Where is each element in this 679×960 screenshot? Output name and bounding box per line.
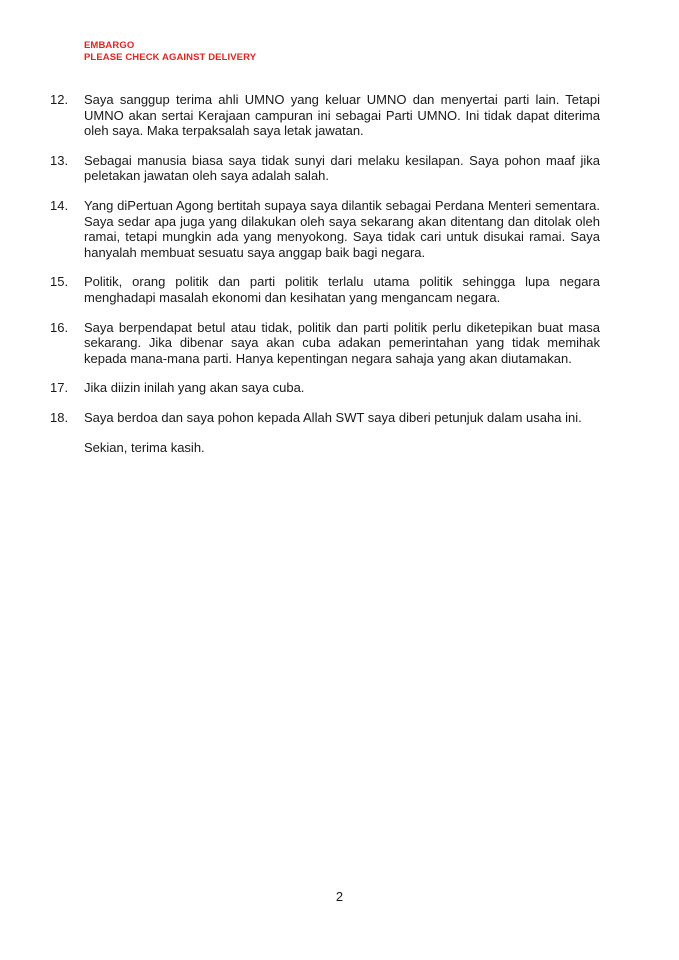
paragraph-17 — [50, 380, 600, 396]
paragraph-13 — [50, 153, 600, 184]
delivery-notice: PLEASE CHECK AGAINST DELIVERY — [84, 52, 257, 63]
paragraph-16 — [50, 320, 600, 367]
paragraph-12 — [50, 92, 600, 139]
closing-remark: Sekian, terima kasih. — [84, 439, 205, 455]
paragraph-text: Saya sanggup terima ahli UMNO yang keluar UMNO dan menyertai parti lain. Tetapi UMNO akan sertai Kerajaan campuran ini sebagai Parti UMNO. Ini tidak dapat diterima oleh saya. Maka terpaksalah saya letak jawatan. — [84, 92, 600, 139]
paragraph-15 — [50, 274, 600, 305]
paragraph-number: 16. — [50, 319, 69, 335]
page-number: 2 — [335, 889, 344, 904]
paragraph-number: 18. — [50, 409, 69, 425]
paragraph-number: 13. — [50, 152, 69, 168]
paragraph-text: Saya berdoa dan saya pohon kepada Allah SWT saya diberi petunjuk dalam usaha ini. — [84, 409, 582, 425]
paragraph-text: Saya berpendapat betul atau tidak, politik dan parti politik perlu diketepikan buat masa sekarang. Jika dibenar saya akan cuba adakan pemerintahan yang tidak memihak kepada mana-mana parti. Hanya kepentingan negara sahaja yang akan diutamakan. — [84, 319, 600, 366]
speech-body — [50, 92, 600, 455]
paragraph-text: Jika diizin inilah yang akan saya cuba. — [84, 380, 305, 396]
paragraph-number: 12. — [50, 92, 69, 107]
paragraph-number: 15. — [50, 274, 69, 290]
embargo-header — [84, 40, 256, 64]
paragraph-number: 17. — [50, 380, 69, 396]
embargo-label: EMBARGO — [84, 40, 135, 51]
paragraph-number: 14. — [50, 197, 69, 213]
paragraph-text: Yang diPertuan Agong bertitah supaya saya dilantik sebagai Perdana Menteri sementara. Saya sedar apa juga yang dilakukan oleh saya sekarang akan ditentang dan ditolak oleh ramai, tetapi mungkin ada yang menyokong. Saya tidak cari untuk disukai ramai. Saya hanyalah membuat sesuatu saya anggap baik bagi negara. — [84, 197, 600, 260]
paragraph-14 — [50, 198, 600, 260]
paragraph-text: Politik, orang politik dan parti politik terlalu utama politik sehingga lupa negara menghadapi masalah ekonomi dan kesihatan yang mengancam negara. — [84, 274, 600, 305]
paragraph-text: Sebagai manusia biasa saya tidak sunyi dari melaku kesilapan. Saya pohon maaf jika peletakan jawatan oleh saya adalah salah. — [84, 152, 600, 184]
paragraph-18 — [50, 410, 600, 426]
